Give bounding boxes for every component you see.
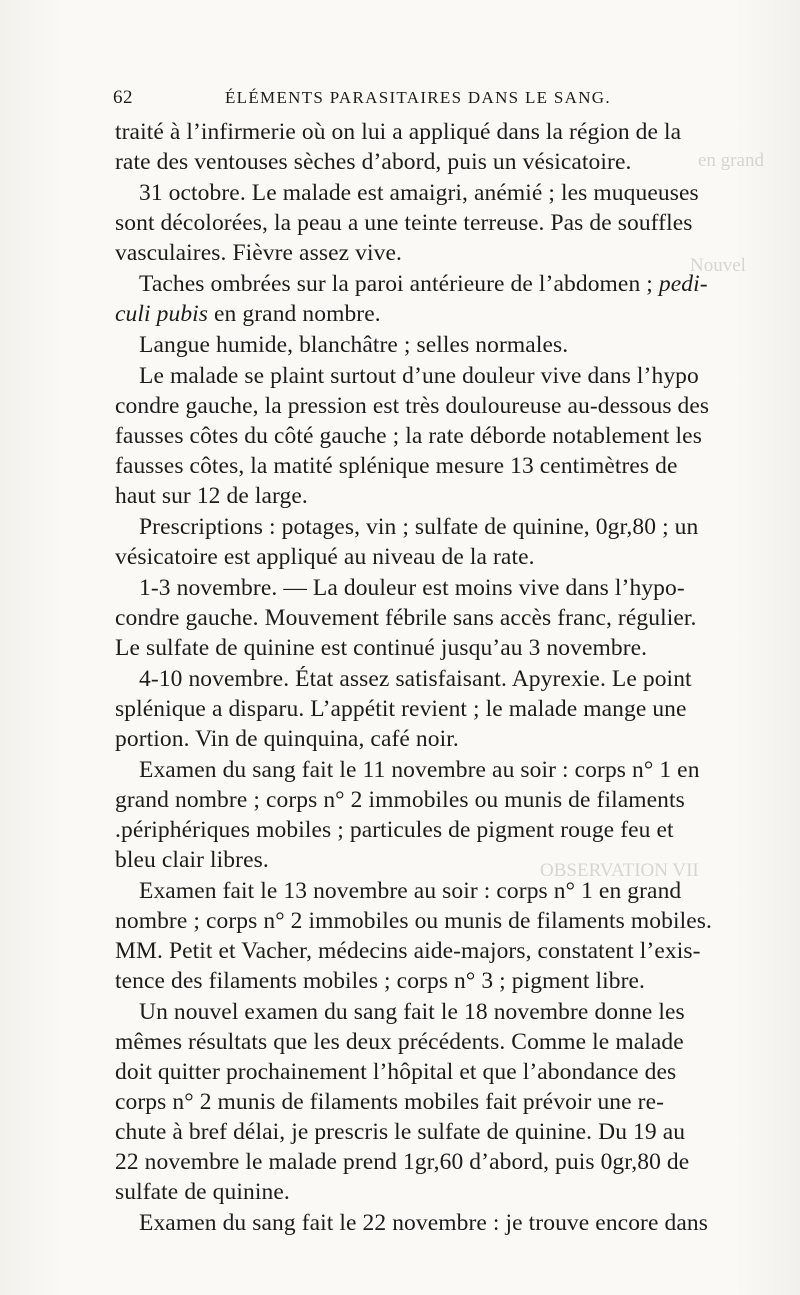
text-line: 4-10 novembre. État assez satisfaisant. Apyrexie. Le point — [139, 666, 692, 692]
italic-text-run: culi pubis — [115, 301, 209, 327]
text-line: nombre ; corps n° 2 immobiles ou munis de filaments mobiles. — [115, 908, 712, 934]
text-line: fausses côtes du côté gauche ; la rate déborde notablement les — [115, 423, 702, 449]
running-head — [113, 87, 633, 115]
text-line: 31 octobre. Le malade est amaigri, anémié ; les muqueuses — [139, 180, 699, 206]
text-run: en grand nombre. — [214, 301, 381, 327]
text-line: chute à bref délai, je prescris le sulfate de quinine. Du 19 au — [115, 1119, 686, 1145]
text-run: Taches ombrées sur la paroi antérieure de l’abdomen ; — [139, 271, 653, 297]
text-line: Le sulfate de quinine est continué jusqu’au 3 novembre. — [115, 635, 648, 661]
text-line: condre gauche, la pression est très douloureuse au-dessous des — [115, 393, 710, 419]
text-line — [115, 299, 772, 329]
text-line: Le malade se plaint surtout d’une douleur vive dans l’hypo — [139, 363, 699, 389]
text-line: mêmes résultats que les deux précédents. Comme le malade — [115, 1029, 684, 1055]
show-through-decoration: Nouvel — [690, 255, 746, 276]
text-line: tence des filaments mobiles ; corps n° 3 ; pigment libre. — [115, 968, 646, 994]
text-line — [115, 269, 772, 299]
text-line: doit quitter prochainement l’hôpital et que l’abondance des — [115, 1059, 677, 1085]
page-number: 62 — [113, 87, 133, 108]
body-text — [115, 117, 772, 1238]
running-title: ÉLÉMENTS PARASITAIRES DANS LE SANG. — [225, 88, 611, 107]
show-through-decoration: en grand — [698, 150, 764, 171]
text-line: rate des ventouses sèches d’abord, puis un vésicatoire. — [115, 149, 632, 175]
text-line: haut sur 12 de large. — [115, 483, 308, 509]
text-line: Examen du sang fait le 22 novembre : je trouve encore dans — [139, 1210, 708, 1236]
text-line: vasculaires. Fièvre assez vive. — [115, 240, 402, 266]
italic-text-run: pedi- — [658, 271, 708, 297]
text-line: 22 novembre le malade prend 1gr,60 d’abord, puis 0gr,80 de — [115, 1149, 690, 1175]
text-line: traité à l’infirmerie où on lui a appliqué dans la région de la — [115, 119, 682, 145]
text-line: .périphériques mobiles ; particules de pigment rouge feu et — [115, 817, 674, 843]
text-line: Langue humide, blanchâtre ; selles normales. — [139, 332, 569, 358]
text-line: splénique a disparu. L’appétit revient ; le malade mange une — [115, 696, 687, 722]
text-line: 1-3 novembre. — La douleur est moins vive dans l’hypo- — [139, 575, 685, 601]
text-line: fausses côtes, la matité splénique mesure 13 centimètres de — [115, 453, 678, 479]
text-line: Examen fait le 13 novembre au soir : corps n° 1 en grand — [139, 878, 682, 904]
text-line: corps n° 2 munis de filaments mobiles fait prévoir une re- — [115, 1089, 665, 1115]
text-line: Prescriptions : potages, vin ; sulfate de quinine, 0gr,80 ; un — [139, 514, 699, 540]
text-line: Un nouvel examen du sang fait le 18 novembre donne les — [139, 999, 685, 1025]
text-line: condre gauche. Mouvement fébrile sans accès franc, régulier. — [115, 605, 697, 631]
text-line: bleu clair libres. — [115, 847, 269, 873]
show-through-decoration: OBSERVATION VII — [540, 860, 699, 881]
text-line: MM. Petit et Vacher, médecins aide-majors, constatent l’exis- — [115, 938, 701, 964]
text-line: sulfate de quinine. — [115, 1179, 290, 1205]
text-line: sont décolorées, la peau a une teinte terreuse. Pas de souffles — [115, 210, 693, 236]
text-line: Examen du sang fait le 11 novembre au soir : corps n° 1 en — [139, 757, 700, 783]
text-line: vésicatoire est appliqué au niveau de la rate. — [115, 544, 535, 570]
text-line: grand nombre ; corps n° 2 immobiles ou munis de filaments — [115, 787, 685, 813]
text-line: portion. Vin de quinquina, café noir. — [115, 726, 459, 752]
